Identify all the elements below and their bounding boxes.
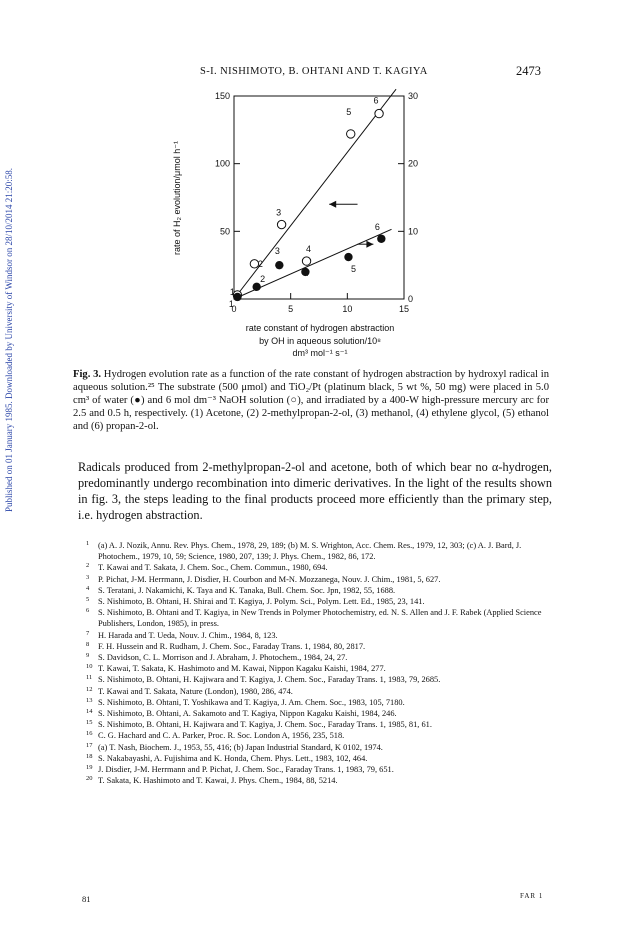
reference-text: S. Nishimoto, B. Ohtani, A. Sakamoto and T. Kagiya, Nippon Kagaku Kaishi, 1984, 246. [98, 709, 397, 719]
reference-number: 18 [86, 752, 93, 760]
open-circle-point [302, 257, 310, 265]
reference-text: S. Nishimoto, B. Ohtani, H. Shirai and T. Kagiya, J. Polym. Sci., Polym. Lett. Ed., 1985, 23, 141. [98, 597, 425, 607]
reference-number: 20 [86, 775, 93, 783]
filled-circle-point [275, 261, 283, 269]
reference-number: 1 [86, 540, 90, 547]
y-right-tick-label: 30 [408, 91, 419, 101]
reference-item [86, 540, 552, 562]
reference-text: S. Nishimoto, B. Ohtani, H. Kajiwara and T. Kagiya, J. Chem. Soc., Faraday Trans. 1, 1985, 81, 61. [98, 720, 432, 730]
caption-label: Fig. 3. [73, 369, 102, 380]
reference-text: T. Kawai and T. Sakata, Nature (London), 1980, 286, 474. [98, 686, 293, 696]
reference-number: 5 [86, 596, 90, 604]
open-circle-point [347, 130, 355, 138]
filled-circle-point [377, 235, 385, 243]
reference-text: C. G. Hachard and C. A. Parker, Proc. R. Soc. London A, 1956, 235, 518. [98, 731, 345, 741]
reference-item [86, 708, 552, 719]
reference-item [86, 764, 552, 775]
reference-item [86, 674, 552, 685]
reference-item [86, 585, 552, 596]
reference-number: 15 [86, 719, 93, 727]
reference-item [86, 730, 552, 741]
figure-3 [160, 88, 480, 368]
y-left-tick-label: 100 [214, 158, 230, 169]
reference-number: 10 [86, 663, 93, 671]
open-point-label: 6 [373, 95, 379, 106]
y-axis-label: rate of H₂ evolution/μmol h⁻¹ [172, 141, 182, 255]
caption-text: Hydrogen evolution rate as a function of the rate constant of hydrogen abstraction by hydroxyl radical in aqueous solution.²⁵ The substrate (500 μmol) and TiO₂/Pt (platinum black, 5 wt %, 50 mg) were placed in 5.0 cm³ of water (●) and 6 mol dm⁻³ NaOH solution (○), and irradiated by a 400-W high-pressure mercury arc for 2.5 and 0.5 h, respectively. (1) Acetone, (2) 2-methylpropan-2-ol, (3) methanol, (4) ethylene glycol, (5) ethanol and (6) propan-2-ol. [73, 369, 549, 432]
reference-number: 9 [86, 652, 90, 660]
filled-point-label: 5 [350, 264, 356, 275]
reference-item [86, 663, 552, 674]
reference-text: S. Davidson, C. L. Morrison and J. Abraham, J. Photochem., 1984, 24, 27. [98, 653, 348, 663]
reference-number: 19 [86, 764, 93, 772]
open-point-label: 2 [257, 258, 263, 269]
reference-item [86, 775, 552, 786]
reference-number: 4 [86, 584, 90, 592]
x-tick-label: 5 [288, 304, 294, 314]
reference-item [86, 630, 552, 641]
download-watermark-text: Published on 01 January 1985. Downloaded by University of Windsor on 28/10/2014 21:20:58. [4, 168, 14, 512]
y-left-tick-label: 150 [214, 91, 230, 101]
reference-number: 3 [86, 573, 90, 581]
footer-journal-code: FAR 1 [520, 892, 544, 900]
reference-text: (a) T. Nash, Biochem. J., 1953, 55, 416; (b) Japan Industrial Standard, K 0102, 1974. [98, 742, 383, 752]
filled-circle-point [344, 253, 352, 261]
reference-text: P. Pichat, J-M. Herrmann, J. Disdier, H. Courbon and M-N. Mozzanega, Nouv. J. Chim., 1981, 5, 627. [98, 574, 441, 584]
reference-item [86, 686, 552, 697]
reference-item [86, 574, 552, 585]
reference-text: H. Harada and T. Ueda, Nouv. J. Chim., 1984, 8, 123. [98, 630, 278, 640]
reference-item [86, 596, 552, 607]
reference-text: S. Nishimoto, B. Ohtani and T. Kagiya, in New Trends in Polymer Photochemistry, ed. N. S. Allen and J. F. Rabek (Applied Science Publishers, London, 1985), in press. [98, 608, 542, 629]
reference-item [86, 697, 552, 708]
x-axis-label-line-3: dm³ mol⁻¹ s⁻¹ [292, 348, 348, 358]
open-point-label: 5 [346, 106, 352, 117]
y-right-tick-label: 0 [408, 294, 414, 304]
reference-number: 13 [86, 696, 93, 704]
open-point-label: 3 [276, 207, 282, 218]
x-axis-label-line-1: rate constant of hydrogen abstraction [245, 323, 395, 333]
reference-text: F. H. Hussein and R. Rudham, J. Chem. Soc., Faraday Trans. 1, 1984, 80, 2817. [98, 641, 366, 651]
reference-number: 14 [86, 708, 93, 716]
data-marks [229, 96, 386, 309]
open-circle-point [277, 220, 285, 228]
reference-number: 11 [86, 674, 93, 682]
reference-item [86, 562, 552, 573]
x-tick-label: 0 [231, 304, 237, 314]
filled-point-label: 4 [303, 267, 309, 278]
reference-text: (a) A. J. Nozik, Annu. Rev. Phys. Chem., 1978, 29, 189; (b) M. S. Wrighton, Acc. Chem. Res., 1979, 12, 303; (c) A. J. Bard, J. Photochem., 1979, 10, 59; Science, 1980, 207, 139; J. Phys. Chem., 1982, 86, 172. [98, 541, 522, 562]
open-point-label: 1 [228, 298, 234, 309]
footer-number: 81 [82, 894, 91, 904]
open-point-label: 4 [306, 244, 312, 255]
reference-item [86, 753, 552, 764]
arrow-right-head [366, 241, 373, 248]
filled-point-label: 3 [274, 246, 280, 257]
reference-text: S. Teratani, J. Nakamichi, K. Taya and K. Tanaka, Bull. Chem. Soc. Jpn, 1982, 55, 1688. [98, 585, 396, 595]
y-right-tick-label: 10 [408, 226, 419, 237]
reference-text: T. Kawai, T. Sakata, K. Hashimoto and M. Kawai, Nippon Kagaku Kaishi, 1984, 277. [98, 664, 386, 674]
x-tick-label: 15 [398, 304, 410, 314]
reference-text: T. Kawai and T. Sakata, J. Chem. Soc., Chem. Commun., 1980, 694. [98, 563, 328, 573]
download-watermark [0, 60, 18, 620]
y-left-tick-label: 50 [219, 226, 230, 237]
page-number: 2473 [516, 64, 541, 78]
open-circle-point [375, 109, 383, 117]
reference-item [86, 607, 552, 629]
y-right-tick-label: 20 [408, 158, 419, 169]
filled-point-label: 6 [374, 221, 380, 232]
reference-item [86, 719, 552, 730]
x-tick-label: 10 [342, 304, 353, 314]
reference-text: T. Sakata, K. Hashimoto and T. Kawai, J. Phys. Chem., 1984, 88, 5214. [98, 776, 338, 786]
axis-ticks [215, 91, 418, 314]
reference-number: 12 [86, 685, 93, 693]
arrow-left-head [329, 201, 336, 208]
reference-number: 6 [86, 607, 90, 615]
reference-number: 17 [86, 741, 93, 749]
reference-number: 16 [86, 730, 93, 738]
reference-item [86, 641, 552, 652]
reference-text: S. Nishimoto, B. Ohtani, H. Kajiwara and T. Kagiya, J. Chem. Soc., Faraday Trans. 1, 1983, 79, 2685. [98, 675, 441, 685]
filled-circle-point [252, 283, 260, 291]
reference-text: J. Disdier, J-M. Herrmann and P. Pichat, J. Chem. Soc., Faraday Trans. 1, 1983, 79, 651. [98, 765, 394, 775]
chart-svg [160, 88, 480, 368]
reference-item [86, 652, 552, 663]
figure-caption [73, 368, 549, 433]
reference-text: S. Nakabayashi, A. Fujishima and K. Honda, Chem. Phys. Lett., 1983, 102, 464. [98, 753, 368, 763]
reference-item [86, 742, 552, 753]
filled-point-label: 2 [260, 273, 266, 284]
filled-point-label: 1 [229, 286, 235, 297]
x-axis-label-line-2: by OH in aqueous solution/10⁸ [259, 336, 381, 346]
reference-text: S. Nishimoto, B. Ohtani, T. Yoshikawa and T. Kagiya, J. Am. Chem. Soc., 1983, 105, 7180. [98, 697, 405, 707]
reference-number: 2 [86, 562, 90, 570]
body-paragraph: Radicals produced from 2-methylpropan-2-ol and acetone, both of which bear no α-hydrogen, predominantly undergo recombination into dimeric derivatives. In the light of the results shown in fig. 3, the steps leading to the final products proceed more efficiently than the primary step, i.e. hydrogen abstraction. [78, 460, 552, 522]
running-header-authors: S-I. NISHIMOTO, B. OHTANI AND T. KAGIYA [200, 66, 428, 77]
reference-number: 8 [86, 640, 90, 648]
references-list [86, 540, 552, 786]
reference-number: 7 [86, 629, 90, 637]
